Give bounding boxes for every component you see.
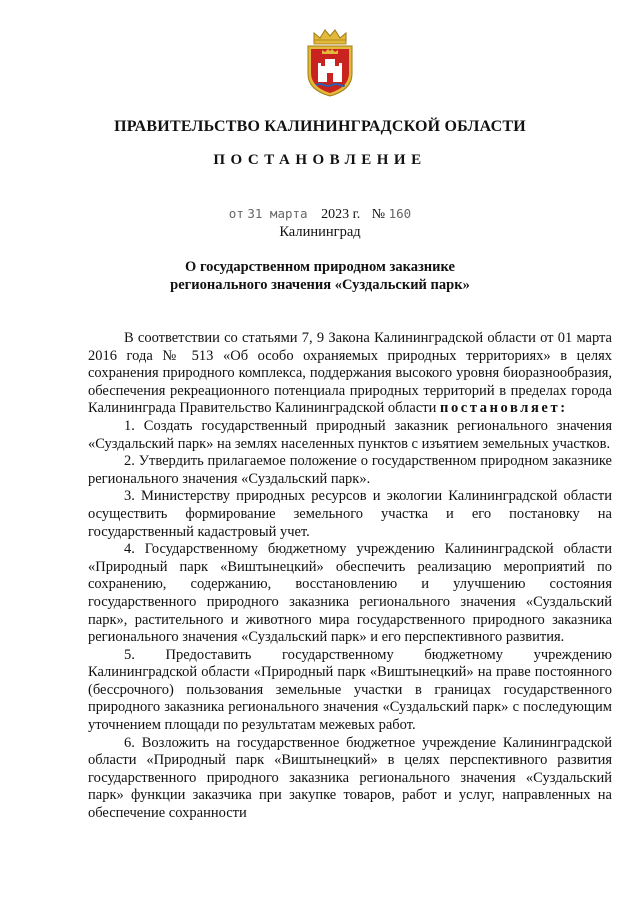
date-line [0,206,640,223]
government-title: ПРАВИТЕЛЬСТВО КАЛИНИНГРАДСКОЙ ОБЛАСТИ [114,118,526,135]
preamble-text: В соответствии со статьями 7, 9 Закона Калининградской области от 01 марта 2016 года № 513 «Об особо охраняемых природных территориях» в целях сохранения природного комплекса, поддержания высокого уровня биоразнообразия, обеспечения рекреационного потенциала природных территорий в пределах города Калининграда Правительство Калининградской области [88,330,612,417]
list-item: 5. Предоставить государственному бюджетному учреждению Калининградской области «Природный парк «Виштынецкий» на праве постоянного (бессрочного) пользования земельные участки в границах государственного природного заказника регионального значения «Суздальский парк» с последующим уточнением площади по результатам межевых работ. [88,646,612,734]
document-type: ПОСТАНОВЛЕНИЕ [213,152,427,168]
date-prefix: от [228,206,244,221]
list-item: 4. Государственному бюджетному учреждению Калининградской области «Природный парк «Виштынецкий» обеспечить реализацию мероприятий по сохранению, содержанию, восстановлению и улучшению состояния государственного природного заказника регионального значения «Суздальский парк», растительного и животного мира государственного природного заказника регионального значения «Суздальский парк» и его перспективного развития. [88,541,612,646]
list-item: 6. Возложить на государственное бюджетное учреждение Калининградской области «Природный парк «Виштынецкий» в целях перспективного развития государственного природного заказника регионального значения «Суздальский парк» функции заказчика при закупке товаров, работ и услуг, направленных на обеспечение сохранности [88,734,612,822]
number-label: № [371,207,386,222]
kaliningrad-coat-of-arms-icon [300,28,360,98]
document-number: 160 [388,206,412,221]
date-year: 2023 г. [321,207,361,222]
city: Калининград [279,224,361,240]
document-body [88,330,612,823]
date-day-month: 31 марта [247,206,308,221]
list-item: 2. Утвердить прилагаемое положение о государственном природном заказнике регионального значения «Суздальский парк». [88,453,612,487]
document-subject [0,258,640,294]
list-item: 1. Создать государственный природный заказник регионального значения «Суздальский парк» на землях населенных пунктов с изъятием земельных участков. [88,417,612,452]
decree-word: постановляет: [439,400,568,417]
subject-line-1: О государственном природном заказнике [185,259,455,275]
preamble-paragraph [88,330,612,418]
list-item: 3. Министерству природных ресурсов и экологии Калининградской области осуществить формирование земельного участка и его постановку на государственный кадастровый учет. [88,488,612,540]
subject-line-2: регионального значения «Суздальский парк» [170,277,470,293]
